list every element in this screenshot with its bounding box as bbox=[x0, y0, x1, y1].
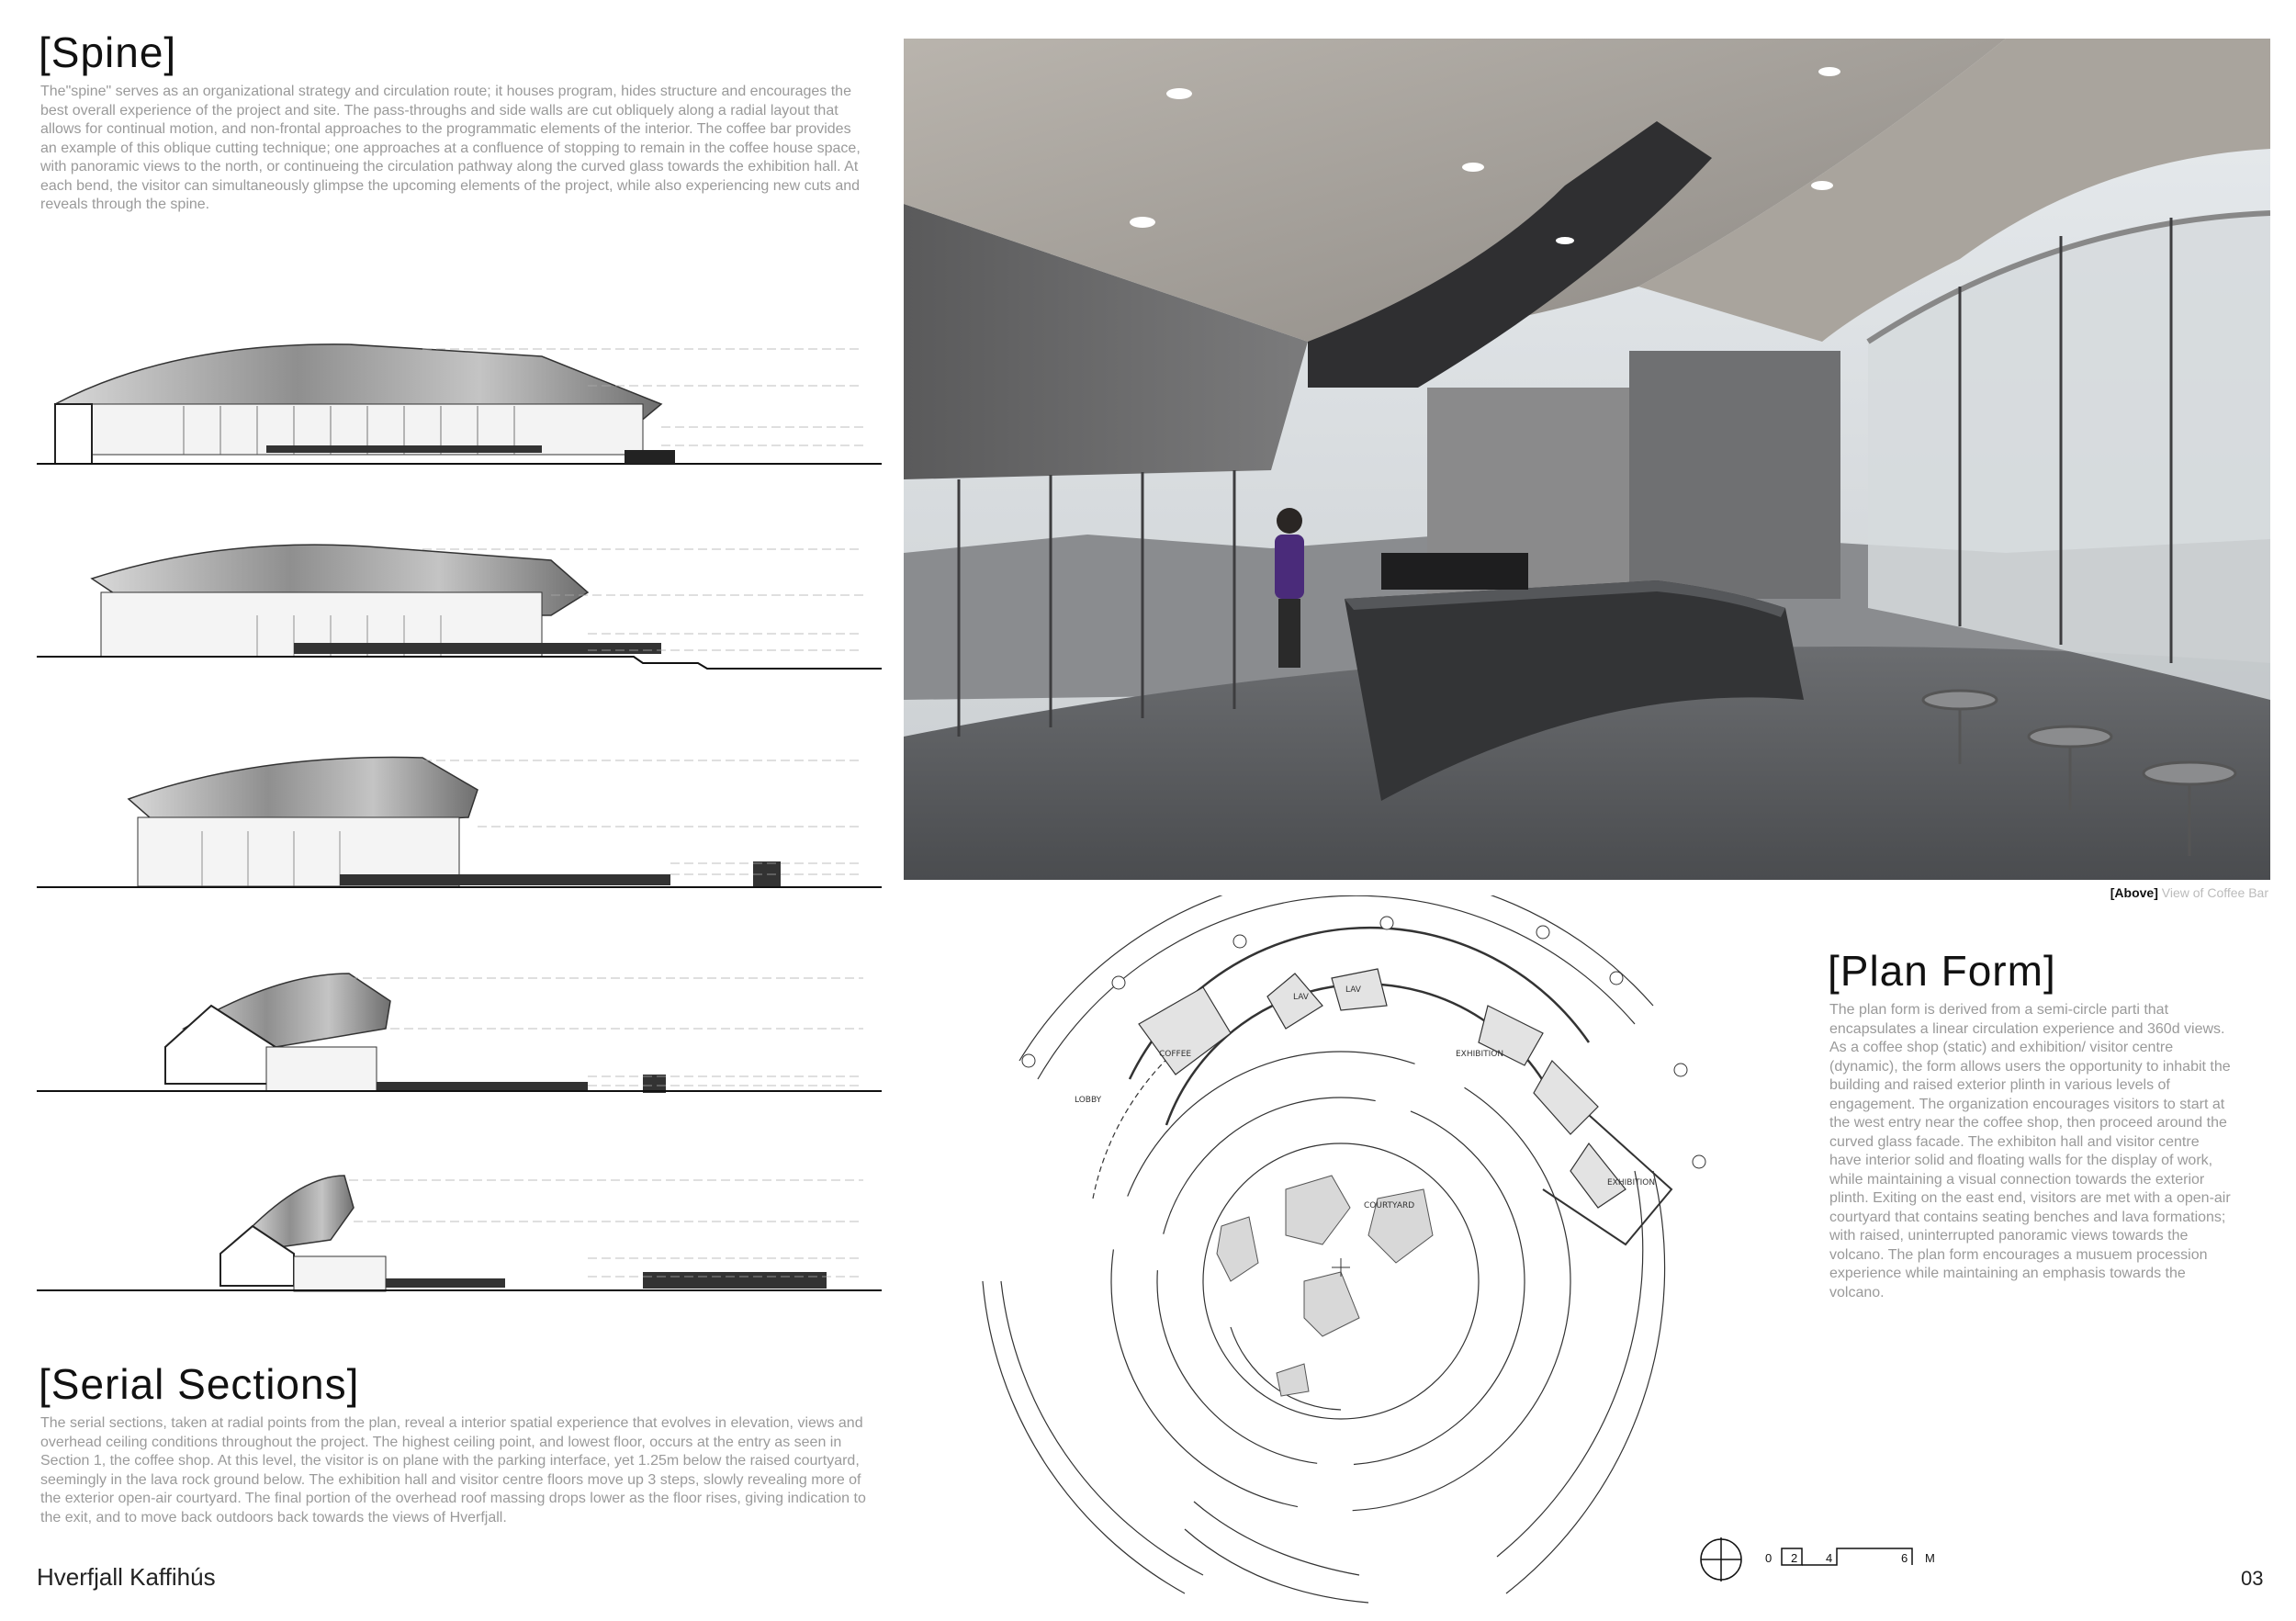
scale-tick-4: 4 bbox=[1826, 1551, 1833, 1565]
plan-form-heading: [Plan Form] bbox=[1828, 947, 2056, 995]
section-2 bbox=[37, 545, 882, 669]
serial-sections-drawings bbox=[37, 321, 891, 1350]
project-name: Hverfjall Kaffihús bbox=[37, 1563, 216, 1591]
scale-tick-6: 6 bbox=[1901, 1551, 1908, 1565]
page-number: 03 bbox=[2241, 1567, 2264, 1590]
coffee-bar-render bbox=[904, 39, 2270, 880]
plan-label-lav-2: LAV bbox=[1345, 985, 1361, 995]
section-5 bbox=[37, 1176, 882, 1291]
serial-sections-heading: [Serial Sections] bbox=[39, 1360, 360, 1408]
plan-label-coffee: COFFEE bbox=[1159, 1050, 1192, 1059]
scale-tick-0: 0 bbox=[1765, 1551, 1773, 1565]
plan-label-courtyard: COURTYARD bbox=[1364, 1201, 1415, 1210]
north-arrow-icon bbox=[1701, 1537, 1741, 1582]
plan-label-exhibition-1: EXHIBITION bbox=[1456, 1050, 1504, 1059]
floor-plan bbox=[955, 895, 1763, 1621]
plan-label-lobby: LOBBY bbox=[1075, 1096, 1102, 1105]
section-4 bbox=[37, 974, 882, 1093]
plan-label-lav-1: LAV bbox=[1293, 993, 1309, 1002]
plan-form-body-text: The plan form is derived from a semi-circle parti that encapsulates a linear circulation experience and 360d views. As a coffee shop (static) and exhibition/ visitor centre (dynamic), the form allows users the opportunity to inhabit the building and raised exterior plinth in various levels of engagement. The organization encourages visitors to start at the west entry near the coffee shop, then proceed around the curved glass facade. The exhibiton hall and visitor centre have interior solid and floating walls for the display of work, while maintaining a visual connection towards the exterior plinth. Exiting on the east end, visitors are met with a open-air courtyard that contains seating benches and lava formations; with raised, uninterrupted panoramic views towards the volcano. The plan form encourages a musuem procession experience while maintaining an emphasis towards the volcano. bbox=[1829, 1002, 2231, 1300]
scale-bar bbox=[1699, 1534, 1975, 1589]
spine-heading: [Spine] bbox=[39, 28, 177, 76]
plan-label-exhibition-2: EXHIBITION bbox=[1607, 1178, 1656, 1188]
section-1 bbox=[37, 344, 882, 464]
scale-unit: M bbox=[1925, 1551, 1935, 1565]
serial-sections-body-text: The serial sections, taken at radial points from the plan, reveal a interior spatial experience that evolves in elevation, views and overhead ceiling conditions throughout the project. The highest ceiling point, and lowest floor, occurs at the entry as seen in Section 1, the coffee shop. At this level, the visitor is on plane with the parking interface, yet 1.25m below the raised courtyard, seemingly in the lava rock ground below. The exhibition hall and visitor centre floors move up 3 steps, slowly revealing more of the exterior open-air courtyard. The final portion of the overhead roof massing drops lower as the floor rises, giving indication to the exit, and to move back outdoors back towards the views of Hverfjall. bbox=[40, 1415, 866, 1525]
spine-body-text: The"spine" serves as an organizational strategy and circulation route; it houses program, hides structure and encourages the best overall experience of the project and site. The pass-throughs and side walls are cut obliquely along a radial layout that allows for continual motion, and non-frontal approaches to the programmatic elements of the interior. The coffee bar provides an example of this oblique cutting technique; one approaches at a confluence of stopping to remain in the coffee house space, with panoramic views to the north, or continueing the circulation pathway along the curved glass towards the exhibition hall. At each bend, the visitor can simultaneously glimpse the upcoming elements of the project, while also experiencing new cuts and reveals through the spine. bbox=[40, 84, 861, 212]
render-caption bbox=[2110, 885, 2268, 900]
render-caption-bold: [Above] bbox=[2110, 885, 2158, 900]
scale-tick-2: 2 bbox=[1791, 1551, 1798, 1565]
section-3 bbox=[37, 758, 882, 887]
render-caption-light: View of Coffee Bar bbox=[2161, 885, 2268, 900]
